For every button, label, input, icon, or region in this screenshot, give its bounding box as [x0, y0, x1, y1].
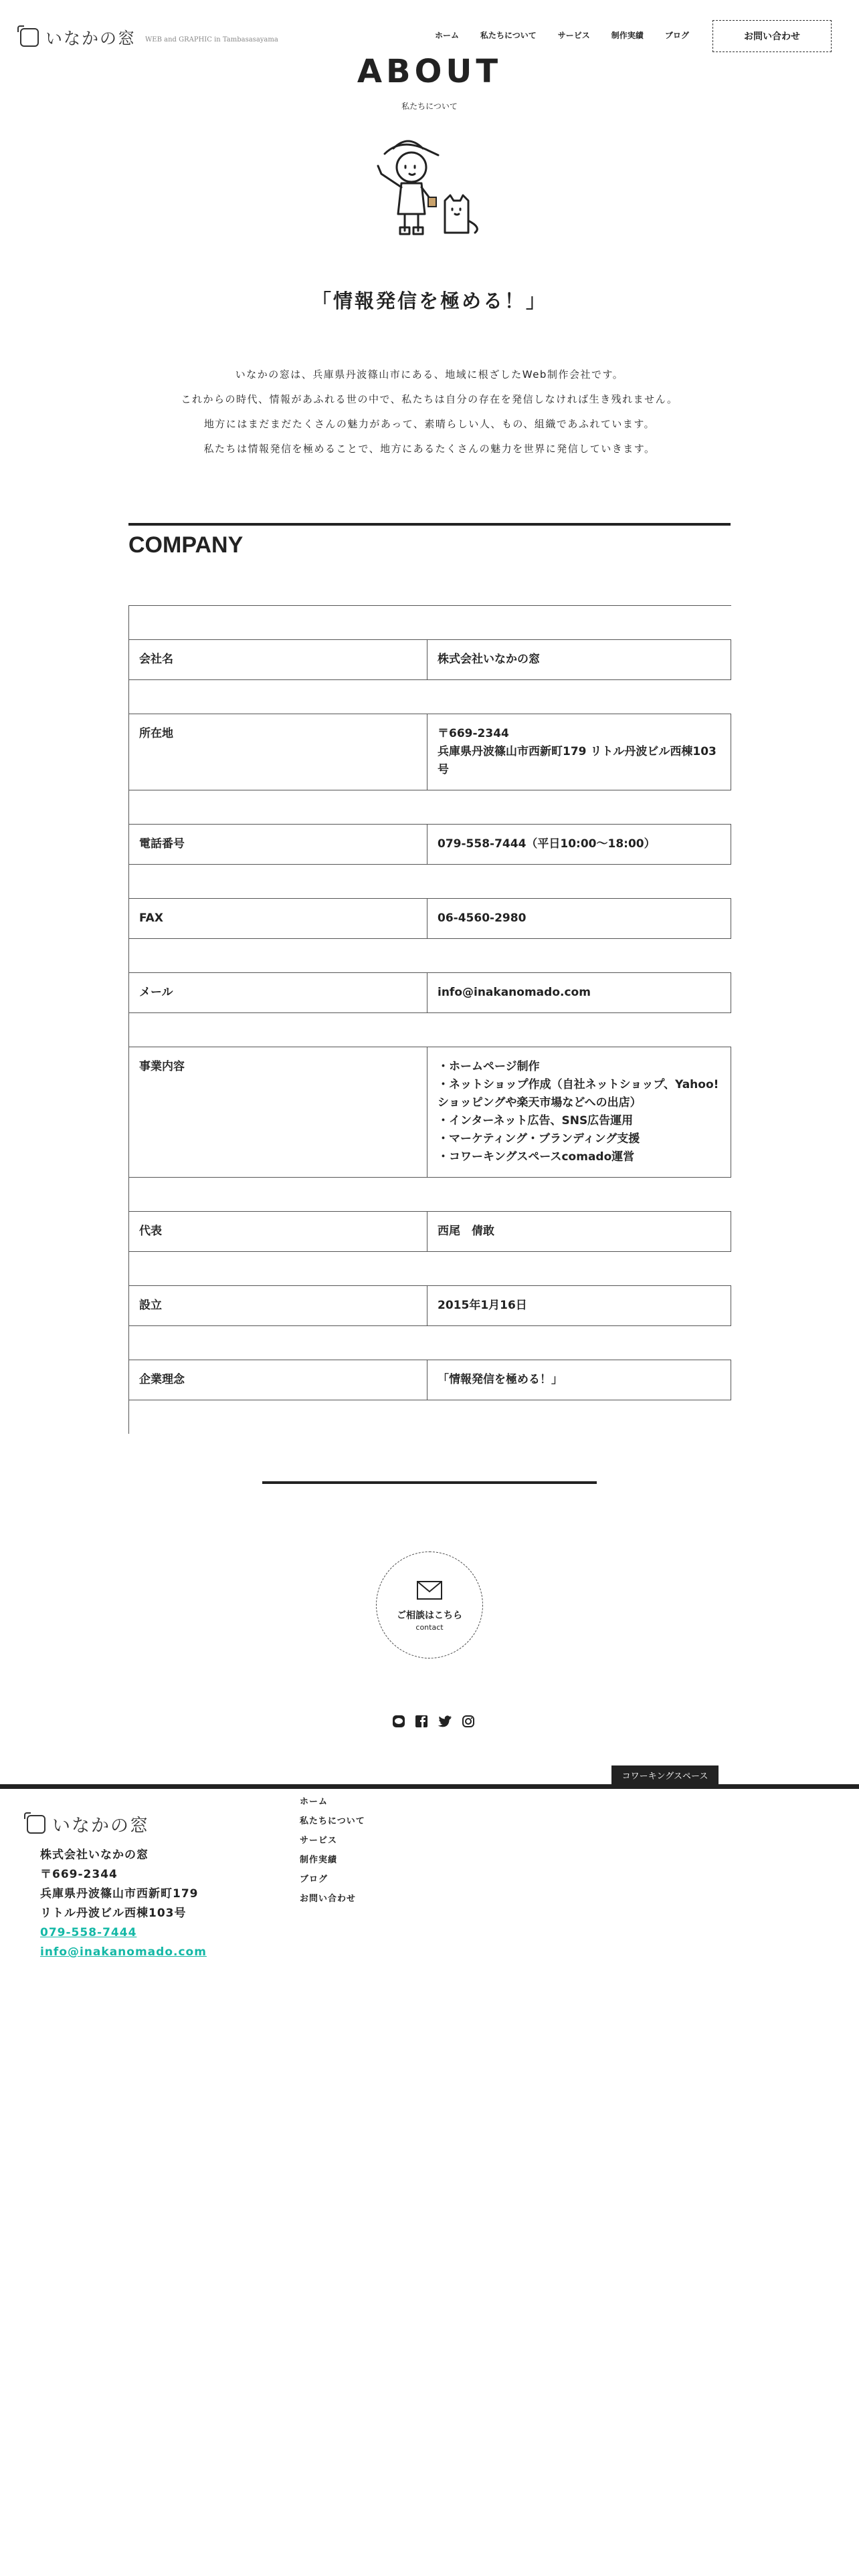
consult-label: ご相談はこちら	[397, 1610, 462, 1621]
catchphrase: 「情報発信を極める！」	[311, 290, 547, 312]
footer-nav-works[interactable]: 制作実績	[300, 1855, 338, 1865]
window-logo-icon	[20, 28, 39, 47]
row-label: 企業理念	[129, 1360, 427, 1400]
table-row	[129, 790, 731, 865]
footer-company-name: 株式会社いなかの窓	[40, 1848, 149, 1862]
row-label: 会社名	[129, 639, 427, 680]
row-label: 電話番号	[129, 824, 427, 865]
contact-button[interactable]: お問い合わせ	[712, 20, 832, 52]
row-value: 株式会社いなかの窓	[427, 639, 731, 680]
logo-text: いなかの窓	[45, 29, 136, 48]
footer-nav-about[interactable]: 私たちについて	[300, 1816, 365, 1826]
line-icon[interactable]	[392, 1715, 405, 1731]
table-row	[129, 865, 731, 939]
window-logo-icon	[27, 1815, 45, 1834]
row-value: 西尾 倩敢	[427, 1211, 731, 1252]
intro-line: 私たちは情報発信を極めることで、地方にあるたくさんの魅力を世界に発信していきます。	[203, 443, 656, 455]
row-value: 〒669-2344 兵庫県丹波篠山市西新町179 リトル丹波ビル西棟103号	[427, 714, 731, 790]
nav-about[interactable]: 私たちについて	[480, 31, 537, 40]
table-row	[129, 1252, 731, 1326]
twitter-icon[interactable]	[438, 1715, 452, 1731]
row-label: FAX	[129, 898, 427, 939]
footer-address-1: 兵庫県丹波篠山市西新町179	[40, 1887, 199, 1901]
intro-line: 地方にはまだまだたくさんの魅力があって、素晴らしい人、もの、組織であふれています。	[203, 418, 656, 430]
nav-service[interactable]: サービス	[557, 31, 590, 40]
table-spacer	[129, 1400, 731, 1434]
instagram-icon[interactable]	[462, 1715, 475, 1731]
row-value: info@inakanomado.com	[427, 972, 731, 1013]
company-title: COMPANY	[128, 532, 244, 558]
about-subtitle: 私たちについて	[401, 102, 458, 111]
coworking-badge[interactable]: コワーキングスペース	[611, 1765, 719, 1784]
nav-works[interactable]: 制作実績	[611, 31, 644, 40]
consult-button[interactable]	[376, 1551, 483, 1658]
footer-postal: 〒669-2344	[40, 1868, 118, 1881]
row-value: 「情報発信を極める！」	[427, 1360, 731, 1400]
footer-company-info	[40, 1846, 207, 1962]
footer-nav-contact[interactable]: お問い合わせ	[300, 1894, 357, 1904]
nav-blog[interactable]: ブログ	[664, 31, 689, 40]
footer-nav-blog[interactable]: ブログ	[300, 1874, 328, 1885]
social-links	[392, 1715, 484, 1731]
table-row	[129, 1013, 731, 1178]
row-value: 2015年1月16日	[427, 1285, 731, 1326]
facebook-icon[interactable]	[415, 1715, 428, 1731]
footer-phone-link[interactable]: 079-558-7444	[40, 1926, 137, 1939]
site-logo[interactable]	[20, 25, 278, 49]
row-value: ・ホームページ制作 ・ネットショップ作成（自社ネットショップ、Yahoo!ショッピングや楽天市場などへの出店） ・インターネット広告、SNS広告運用 ・マーケティング・ブランディング支援 ・コワーキングスペースcomado運営	[427, 1047, 731, 1178]
intro-text	[0, 362, 859, 461]
section-divider	[262, 1481, 597, 1484]
row-label: 事業内容	[129, 1047, 427, 1178]
table-row	[129, 1178, 731, 1252]
mail-icon	[416, 1580, 443, 1600]
intro-line: いなかの窓は、兵庫県丹波篠山市にある、地域に根ざしたWeb制作会社です。	[235, 368, 624, 381]
mascot-illustration	[375, 134, 488, 247]
company-table	[128, 605, 731, 1434]
row-label: 所在地	[129, 714, 427, 790]
footer-nav-home[interactable]: ホーム	[300, 1797, 328, 1807]
footer-logo[interactable]	[27, 1811, 149, 1837]
main-nav	[435, 29, 710, 41]
footer-address-2: リトル丹波ビル西棟103号	[40, 1907, 187, 1920]
table-row	[129, 1326, 731, 1400]
footer-email-link[interactable]: info@inakanomado.com	[40, 1945, 207, 1959]
row-value: 06-4560-2980	[427, 898, 731, 939]
footer-nav	[300, 1792, 365, 1909]
about-title: ABOUT	[357, 55, 502, 88]
row-label: メール	[129, 972, 427, 1013]
row-value: 079-558-7444（平日10:00〜18:00）	[427, 824, 731, 865]
intro-line: これからの時代、情報があふれる世の中で、私たちは自分の存在を発信しなければ生き残れません。	[181, 393, 678, 405]
table-row	[129, 680, 731, 790]
row-label: 設立	[129, 1285, 427, 1326]
logo-subtitle: WEB and GRAPHIC in Tambasasayama	[145, 35, 278, 43]
row-label: 代表	[129, 1211, 427, 1252]
nav-home[interactable]: ホーム	[435, 31, 460, 40]
footer-logo-text: いなかの窓	[52, 1816, 149, 1836]
section-divider	[128, 523, 731, 526]
footer-nav-service[interactable]: サービス	[300, 1836, 338, 1846]
table-row	[129, 606, 731, 680]
consult-sub: contact	[415, 1623, 444, 1632]
table-row	[129, 939, 731, 1013]
footer-divider	[0, 1784, 859, 1789]
